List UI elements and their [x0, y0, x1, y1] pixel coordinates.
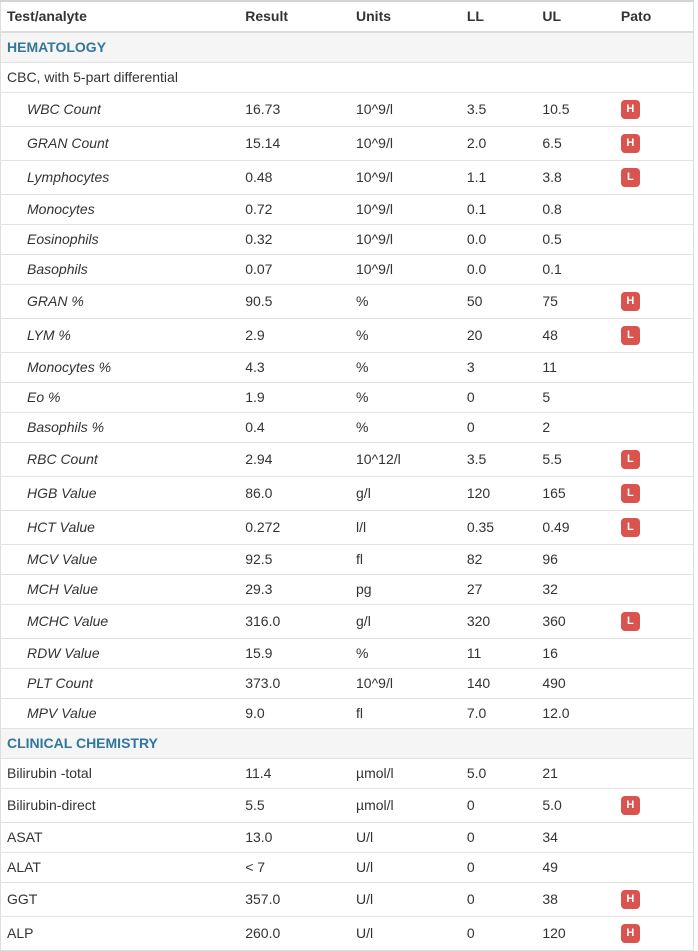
units-cell: 10^9/l [350, 225, 461, 255]
units-cell: 10^9/l [350, 195, 461, 225]
section-title [1, 32, 694, 63]
result-cell: 373.0 [239, 669, 350, 699]
result-cell: 2.9 [239, 319, 350, 353]
test-name-cell: LYM % [1, 319, 240, 353]
table-row [1, 699, 694, 729]
pato-cell [615, 413, 694, 443]
section-row [1, 32, 694, 63]
result-cell: 90.5 [239, 285, 350, 319]
high-flag-badge: H [621, 134, 640, 153]
result-cell: 316.0 [239, 605, 350, 639]
test-name-cell: RBC Count [1, 443, 240, 477]
result-cell: 29.3 [239, 575, 350, 605]
ul-cell: 120 [536, 917, 615, 951]
ll-cell: 3.5 [461, 443, 537, 477]
pato-cell [615, 575, 694, 605]
test-name-cell: GRAN % [1, 285, 240, 319]
ll-cell: 320 [461, 605, 537, 639]
ul-cell: 2 [536, 413, 615, 443]
units-cell: % [350, 413, 461, 443]
table-row [1, 605, 694, 639]
test-name-cell: MCV Value [1, 545, 240, 575]
units-cell: g/l [350, 605, 461, 639]
table-row [1, 195, 694, 225]
ul-cell: 0.1 [536, 255, 615, 285]
test-name-cell: Lymphocytes [1, 161, 240, 195]
table-body [1, 32, 694, 951]
pato-cell [615, 195, 694, 225]
units-cell: 10^9/l [350, 161, 461, 195]
ll-cell: 7.0 [461, 699, 537, 729]
ll-cell: 3.5 [461, 93, 537, 127]
low-flag-badge: L [621, 450, 640, 469]
column-header-pato: Pato [615, 1, 694, 32]
test-name-cell: PLT Count [1, 669, 240, 699]
units-cell: l/l [350, 511, 461, 545]
high-flag-badge: H [621, 292, 640, 311]
result-cell: 15.9 [239, 639, 350, 669]
ll-cell: 120 [461, 477, 537, 511]
test-name-cell: Eo % [1, 383, 240, 413]
ul-cell: 165 [536, 477, 615, 511]
result-cell: 1.9 [239, 383, 350, 413]
result-cell: 0.272 [239, 511, 350, 545]
ll-cell: 5.0 [461, 759, 537, 789]
test-name-cell: RDW Value [1, 639, 240, 669]
ll-cell: 0.35 [461, 511, 537, 545]
pato-cell [615, 917, 694, 951]
units-cell: % [350, 639, 461, 669]
ul-cell: 0.8 [536, 195, 615, 225]
pato-cell [615, 319, 694, 353]
table-row [1, 319, 694, 353]
high-flag-badge: H [621, 796, 640, 815]
ul-cell: 34 [536, 823, 615, 853]
ul-cell: 96 [536, 545, 615, 575]
table-row [1, 127, 694, 161]
ul-cell: 32 [536, 575, 615, 605]
ul-cell: 5 [536, 383, 615, 413]
table-row [1, 545, 694, 575]
units-cell: % [350, 353, 461, 383]
units-cell: µmol/l [350, 759, 461, 789]
result-cell: 92.5 [239, 545, 350, 575]
ul-cell: 5.0 [536, 789, 615, 823]
units-cell: 10^9/l [350, 255, 461, 285]
units-cell: U/l [350, 917, 461, 951]
units-cell: fl [350, 545, 461, 575]
table-row [1, 225, 694, 255]
ll-cell: 11 [461, 639, 537, 669]
result-cell: 260.0 [239, 917, 350, 951]
table-row [1, 93, 694, 127]
units-cell: µmol/l [350, 789, 461, 823]
ll-cell: 1.1 [461, 161, 537, 195]
table-row [1, 413, 694, 443]
table-row [1, 639, 694, 669]
low-flag-badge: L [621, 518, 640, 537]
column-header-units: Units [350, 1, 461, 32]
section-row [1, 729, 694, 759]
pato-cell [615, 605, 694, 639]
units-cell: U/l [350, 823, 461, 853]
ul-cell: 48 [536, 319, 615, 353]
pato-cell [615, 853, 694, 883]
pato-cell [615, 545, 694, 575]
table-row [1, 575, 694, 605]
low-flag-badge: L [621, 168, 640, 187]
test-name-cell: MCHC Value [1, 605, 240, 639]
table-row [1, 255, 694, 285]
result-cell: 5.5 [239, 789, 350, 823]
group-title: CBC, with 5-part differential [1, 63, 694, 93]
pato-cell [615, 443, 694, 477]
result-cell: 86.0 [239, 477, 350, 511]
test-name-cell: HCT Value [1, 511, 240, 545]
ll-cell: 0 [461, 823, 537, 853]
ul-cell: 5.5 [536, 443, 615, 477]
units-cell: g/l [350, 477, 461, 511]
result-cell: 0.48 [239, 161, 350, 195]
table-row [1, 477, 694, 511]
ul-cell: 21 [536, 759, 615, 789]
ul-cell: 6.5 [536, 127, 615, 161]
test-name-cell: MCH Value [1, 575, 240, 605]
ul-cell: 3.8 [536, 161, 615, 195]
ll-cell: 0 [461, 413, 537, 443]
result-cell: 13.0 [239, 823, 350, 853]
units-cell: % [350, 319, 461, 353]
ul-cell: 11 [536, 353, 615, 383]
test-name-cell: ALAT [1, 853, 240, 883]
result-cell: 0.07 [239, 255, 350, 285]
table-row [1, 789, 694, 823]
table-row [1, 759, 694, 789]
ll-cell: 2.0 [461, 127, 537, 161]
test-name-cell: GRAN Count [1, 127, 240, 161]
ll-cell: 140 [461, 669, 537, 699]
ll-cell: 3 [461, 353, 537, 383]
ll-cell: 0.0 [461, 255, 537, 285]
test-name-cell: Monocytes [1, 195, 240, 225]
units-cell: U/l [350, 883, 461, 917]
ul-cell: 360 [536, 605, 615, 639]
table-row [1, 917, 694, 951]
low-flag-badge: L [621, 612, 640, 631]
test-name-cell: Monocytes % [1, 353, 240, 383]
units-cell: 10^9/l [350, 669, 461, 699]
high-flag-badge: H [621, 890, 640, 909]
test-name-cell: Eosinophils [1, 225, 240, 255]
ll-cell: 20 [461, 319, 537, 353]
ul-cell: 49 [536, 853, 615, 883]
pato-cell [615, 285, 694, 319]
units-cell: 10^9/l [350, 93, 461, 127]
ul-cell: 0.5 [536, 225, 615, 255]
ll-cell: 82 [461, 545, 537, 575]
ul-cell: 0.49 [536, 511, 615, 545]
column-header-ul: UL [536, 1, 615, 32]
low-flag-badge: L [621, 484, 640, 503]
pato-cell [615, 699, 694, 729]
ll-cell: 0 [461, 383, 537, 413]
table-row [1, 823, 694, 853]
test-name-cell: ASAT [1, 823, 240, 853]
pato-cell [615, 823, 694, 853]
units-cell: pg [350, 575, 461, 605]
test-name-cell: Basophils % [1, 413, 240, 443]
test-name-cell: Bilirubin-direct [1, 789, 240, 823]
ll-cell: 0 [461, 853, 537, 883]
table-row [1, 161, 694, 195]
pato-cell [615, 511, 694, 545]
table-row [1, 511, 694, 545]
ul-cell: 38 [536, 883, 615, 917]
pato-cell [615, 93, 694, 127]
table-row [1, 353, 694, 383]
pato-cell [615, 477, 694, 511]
high-flag-badge: H [621, 100, 640, 119]
pato-cell [615, 639, 694, 669]
ul-cell: 75 [536, 285, 615, 319]
test-name-cell: Basophils [1, 255, 240, 285]
low-flag-badge: L [621, 326, 640, 345]
ll-cell: 27 [461, 575, 537, 605]
units-cell: % [350, 285, 461, 319]
pato-cell [615, 789, 694, 823]
table-row [1, 443, 694, 477]
column-header-ll: LL [461, 1, 537, 32]
result-cell: 16.73 [239, 93, 350, 127]
pato-cell [615, 127, 694, 161]
test-name-cell: HGB Value [1, 477, 240, 511]
pato-cell [615, 225, 694, 255]
pato-cell [615, 255, 694, 285]
table-header-row [1, 1, 694, 32]
result-cell: 2.94 [239, 443, 350, 477]
ul-cell: 10.5 [536, 93, 615, 127]
result-cell: 0.4 [239, 413, 350, 443]
ll-cell: 0.0 [461, 225, 537, 255]
result-cell: < 7 [239, 853, 350, 883]
pato-cell [615, 383, 694, 413]
pato-cell [615, 353, 694, 383]
high-flag-badge: H [621, 924, 640, 943]
group-row [1, 63, 694, 93]
pato-cell [615, 759, 694, 789]
ul-cell: 16 [536, 639, 615, 669]
ll-cell: 50 [461, 285, 537, 319]
section-title-text: HEMATOLOGY [7, 39, 107, 55]
ll-cell: 0.1 [461, 195, 537, 225]
result-cell: 0.72 [239, 195, 350, 225]
ul-cell: 12.0 [536, 699, 615, 729]
result-cell: 0.32 [239, 225, 350, 255]
table-row [1, 669, 694, 699]
ll-cell: 0 [461, 917, 537, 951]
pato-cell [615, 883, 694, 917]
result-cell: 11.4 [239, 759, 350, 789]
test-name-cell: GGT [1, 883, 240, 917]
test-name-cell: Bilirubin -total [1, 759, 240, 789]
units-cell: U/l [350, 853, 461, 883]
result-cell: 4.3 [239, 353, 350, 383]
result-cell: 15.14 [239, 127, 350, 161]
ul-cell: 490 [536, 669, 615, 699]
test-name-cell: MPV Value [1, 699, 240, 729]
test-name-cell: WBC Count [1, 93, 240, 127]
table-row [1, 883, 694, 917]
units-cell: 10^9/l [350, 127, 461, 161]
section-title-text: CLINICAL CHEMISTRY [7, 735, 158, 751]
units-cell: fl [350, 699, 461, 729]
table-row [1, 853, 694, 883]
pato-cell [615, 669, 694, 699]
units-cell: % [350, 383, 461, 413]
pato-cell [615, 161, 694, 195]
result-cell: 357.0 [239, 883, 350, 917]
table-row [1, 285, 694, 319]
result-cell: 9.0 [239, 699, 350, 729]
test-name-cell: ALP [1, 917, 240, 951]
column-header-test-analyte: Test/analyte [1, 1, 240, 32]
units-cell: 10^12/l [350, 443, 461, 477]
ll-cell: 0 [461, 789, 537, 823]
section-title [1, 729, 694, 759]
column-header-result: Result [239, 1, 350, 32]
table-row [1, 383, 694, 413]
ll-cell: 0 [461, 883, 537, 917]
